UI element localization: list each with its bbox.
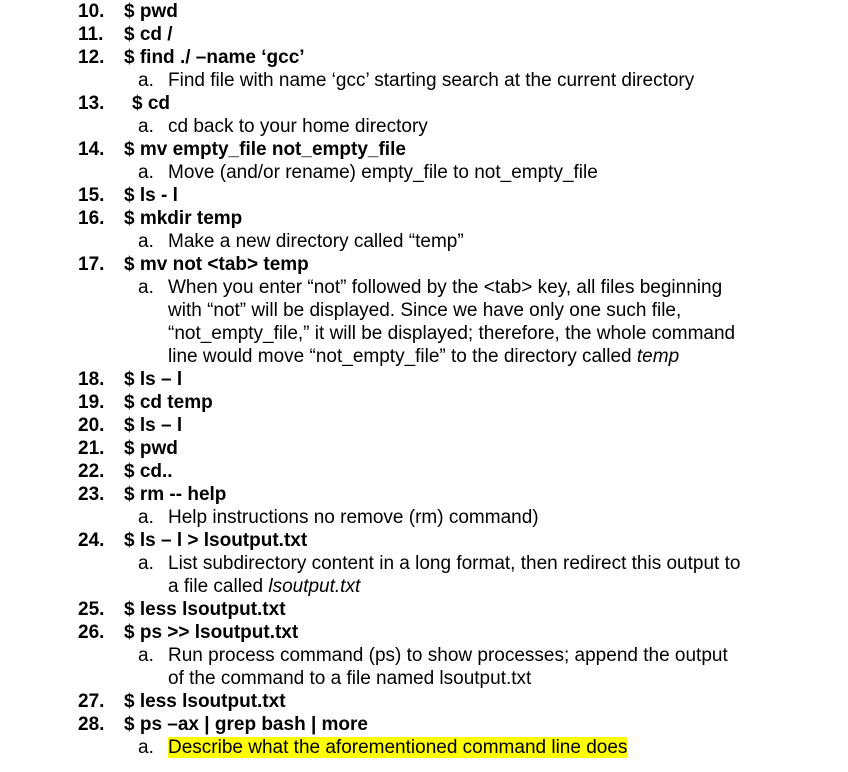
list-item (0, 92, 848, 115)
item-number: 13. (78, 93, 105, 114)
sub-marker: a. (138, 737, 154, 758)
sub-item (0, 161, 848, 184)
list-item (0, 391, 848, 414)
item-number: 17. (78, 254, 105, 275)
item-number: 18. (78, 369, 105, 390)
list-item (0, 529, 848, 552)
sub-marker: a. (138, 162, 154, 183)
list-item (0, 368, 848, 391)
item-number: 14. (78, 139, 105, 160)
sub-item-continuation (0, 575, 848, 598)
sub-text-line: with “not” will be displayed. Since we have only one such file, (168, 300, 682, 321)
item-number: 26. (78, 622, 105, 643)
list-item (0, 414, 848, 437)
item-number: 16. (78, 208, 105, 229)
sub-text: Move (and/or rename) empty_file to not_empty_file (168, 162, 598, 183)
list-item (0, 23, 848, 46)
sub-marker: a. (138, 70, 154, 91)
list-item (0, 46, 848, 69)
sub-text-highlighted-wrap (168, 736, 768, 759)
command-text: $ mv not <tab> temp (124, 254, 309, 275)
list-item (0, 253, 848, 276)
sub-marker: a. (138, 231, 154, 252)
sub-marker: a. (138, 116, 154, 137)
command-text: $ ls – l (124, 415, 183, 436)
item-number: 21. (78, 438, 105, 459)
item-number: 27. (78, 691, 105, 712)
item-number: 10. (78, 1, 105, 22)
command-text: $ pwd (124, 1, 178, 22)
sub-text-emphasis: lsoutput.txt (268, 576, 361, 597)
sub-text: Make a new directory called “temp” (168, 231, 464, 252)
sub-marker: a. (138, 645, 154, 666)
command-text: $ ls - l (124, 185, 178, 206)
command-text: $ cd.. (124, 461, 173, 482)
command-text: $ less lsoutput.txt (124, 691, 286, 712)
list-item (0, 621, 848, 644)
sub-item-continuation (0, 322, 848, 345)
item-number: 22. (78, 461, 105, 482)
sub-item (0, 506, 848, 529)
list-item (0, 184, 848, 207)
list-item (0, 690, 848, 713)
list-item (0, 598, 848, 621)
sub-item-continuation (0, 667, 848, 690)
sub-marker: a. (138, 277, 154, 298)
sub-text: cd back to your home directory (168, 116, 428, 137)
list-item (0, 138, 848, 161)
list-item (0, 483, 848, 506)
item-number: 11. (78, 24, 104, 45)
sub-item-continuation (0, 299, 848, 322)
command-text: $ ls – l > lsoutput.txt (124, 530, 308, 551)
sub-marker: a. (138, 507, 154, 528)
command-text: $ mv empty_file not_empty_file (124, 139, 406, 160)
item-number: 25. (78, 599, 105, 620)
command-text: $ find ./ –name ‘gcc’ (124, 47, 305, 68)
command-text: $ cd (132, 93, 171, 114)
sub-item (0, 115, 848, 138)
sub-text: Find file with name ‘gcc’ starting search at the current directory (168, 70, 695, 91)
sub-text-line: line would move “not_empty_file” to the directory called (168, 346, 632, 367)
item-number: 24. (78, 530, 105, 551)
command-text: $ pwd (124, 438, 178, 459)
sub-item (0, 736, 848, 759)
command-text: $ cd / (124, 24, 173, 45)
sub-item (0, 644, 848, 667)
command-text: $ mkdir temp (124, 208, 243, 229)
sub-text-line: a file called (168, 576, 264, 597)
item-number: 12. (78, 47, 105, 68)
sub-item (0, 276, 848, 299)
item-number: 20. (78, 415, 105, 436)
sub-item (0, 230, 848, 253)
sub-text: Help instructions no remove (rm) command) (168, 507, 539, 528)
command-text: $ rm -- help (124, 484, 227, 505)
list-item (0, 437, 848, 460)
sub-text-line: Run process command (ps) to show processes; append the output (168, 645, 728, 666)
highlighted-text: Describe what the aforementioned command line does (168, 737, 628, 758)
list-item (0, 207, 848, 230)
command-text: $ less lsoutput.txt (124, 599, 286, 620)
sub-text-line-wrap (168, 575, 768, 598)
command-text: $ ps >> lsoutput.txt (124, 622, 299, 643)
sub-text-line: of the command to a file named lsoutput.txt (168, 668, 532, 689)
list-item (0, 0, 848, 23)
item-number: 15. (78, 185, 105, 206)
command-text: $ cd temp (124, 392, 213, 413)
item-number: 28. (78, 714, 105, 735)
sub-text-line: When you enter “not” followed by the <tab> key, all files beginning (168, 277, 723, 298)
sub-text-line: “not_empty_file,” it will be displayed; therefore, the whole command (168, 323, 736, 344)
item-number: 19. (78, 392, 105, 413)
sub-item-continuation (0, 345, 848, 368)
sub-text-emphasis: temp (636, 346, 680, 367)
sub-text-line-wrap (168, 345, 768, 368)
sub-text-line: List subdirectory content in a long format, then redirect this output to (168, 553, 741, 574)
command-text: $ ls – l (124, 369, 183, 390)
command-text: $ ps –ax | grep bash | more (124, 714, 369, 735)
list-item (0, 713, 848, 736)
sub-item (0, 552, 848, 575)
list-item (0, 460, 848, 483)
sub-item (0, 69, 848, 92)
item-number: 23. (78, 484, 105, 505)
sub-marker: a. (138, 553, 154, 574)
